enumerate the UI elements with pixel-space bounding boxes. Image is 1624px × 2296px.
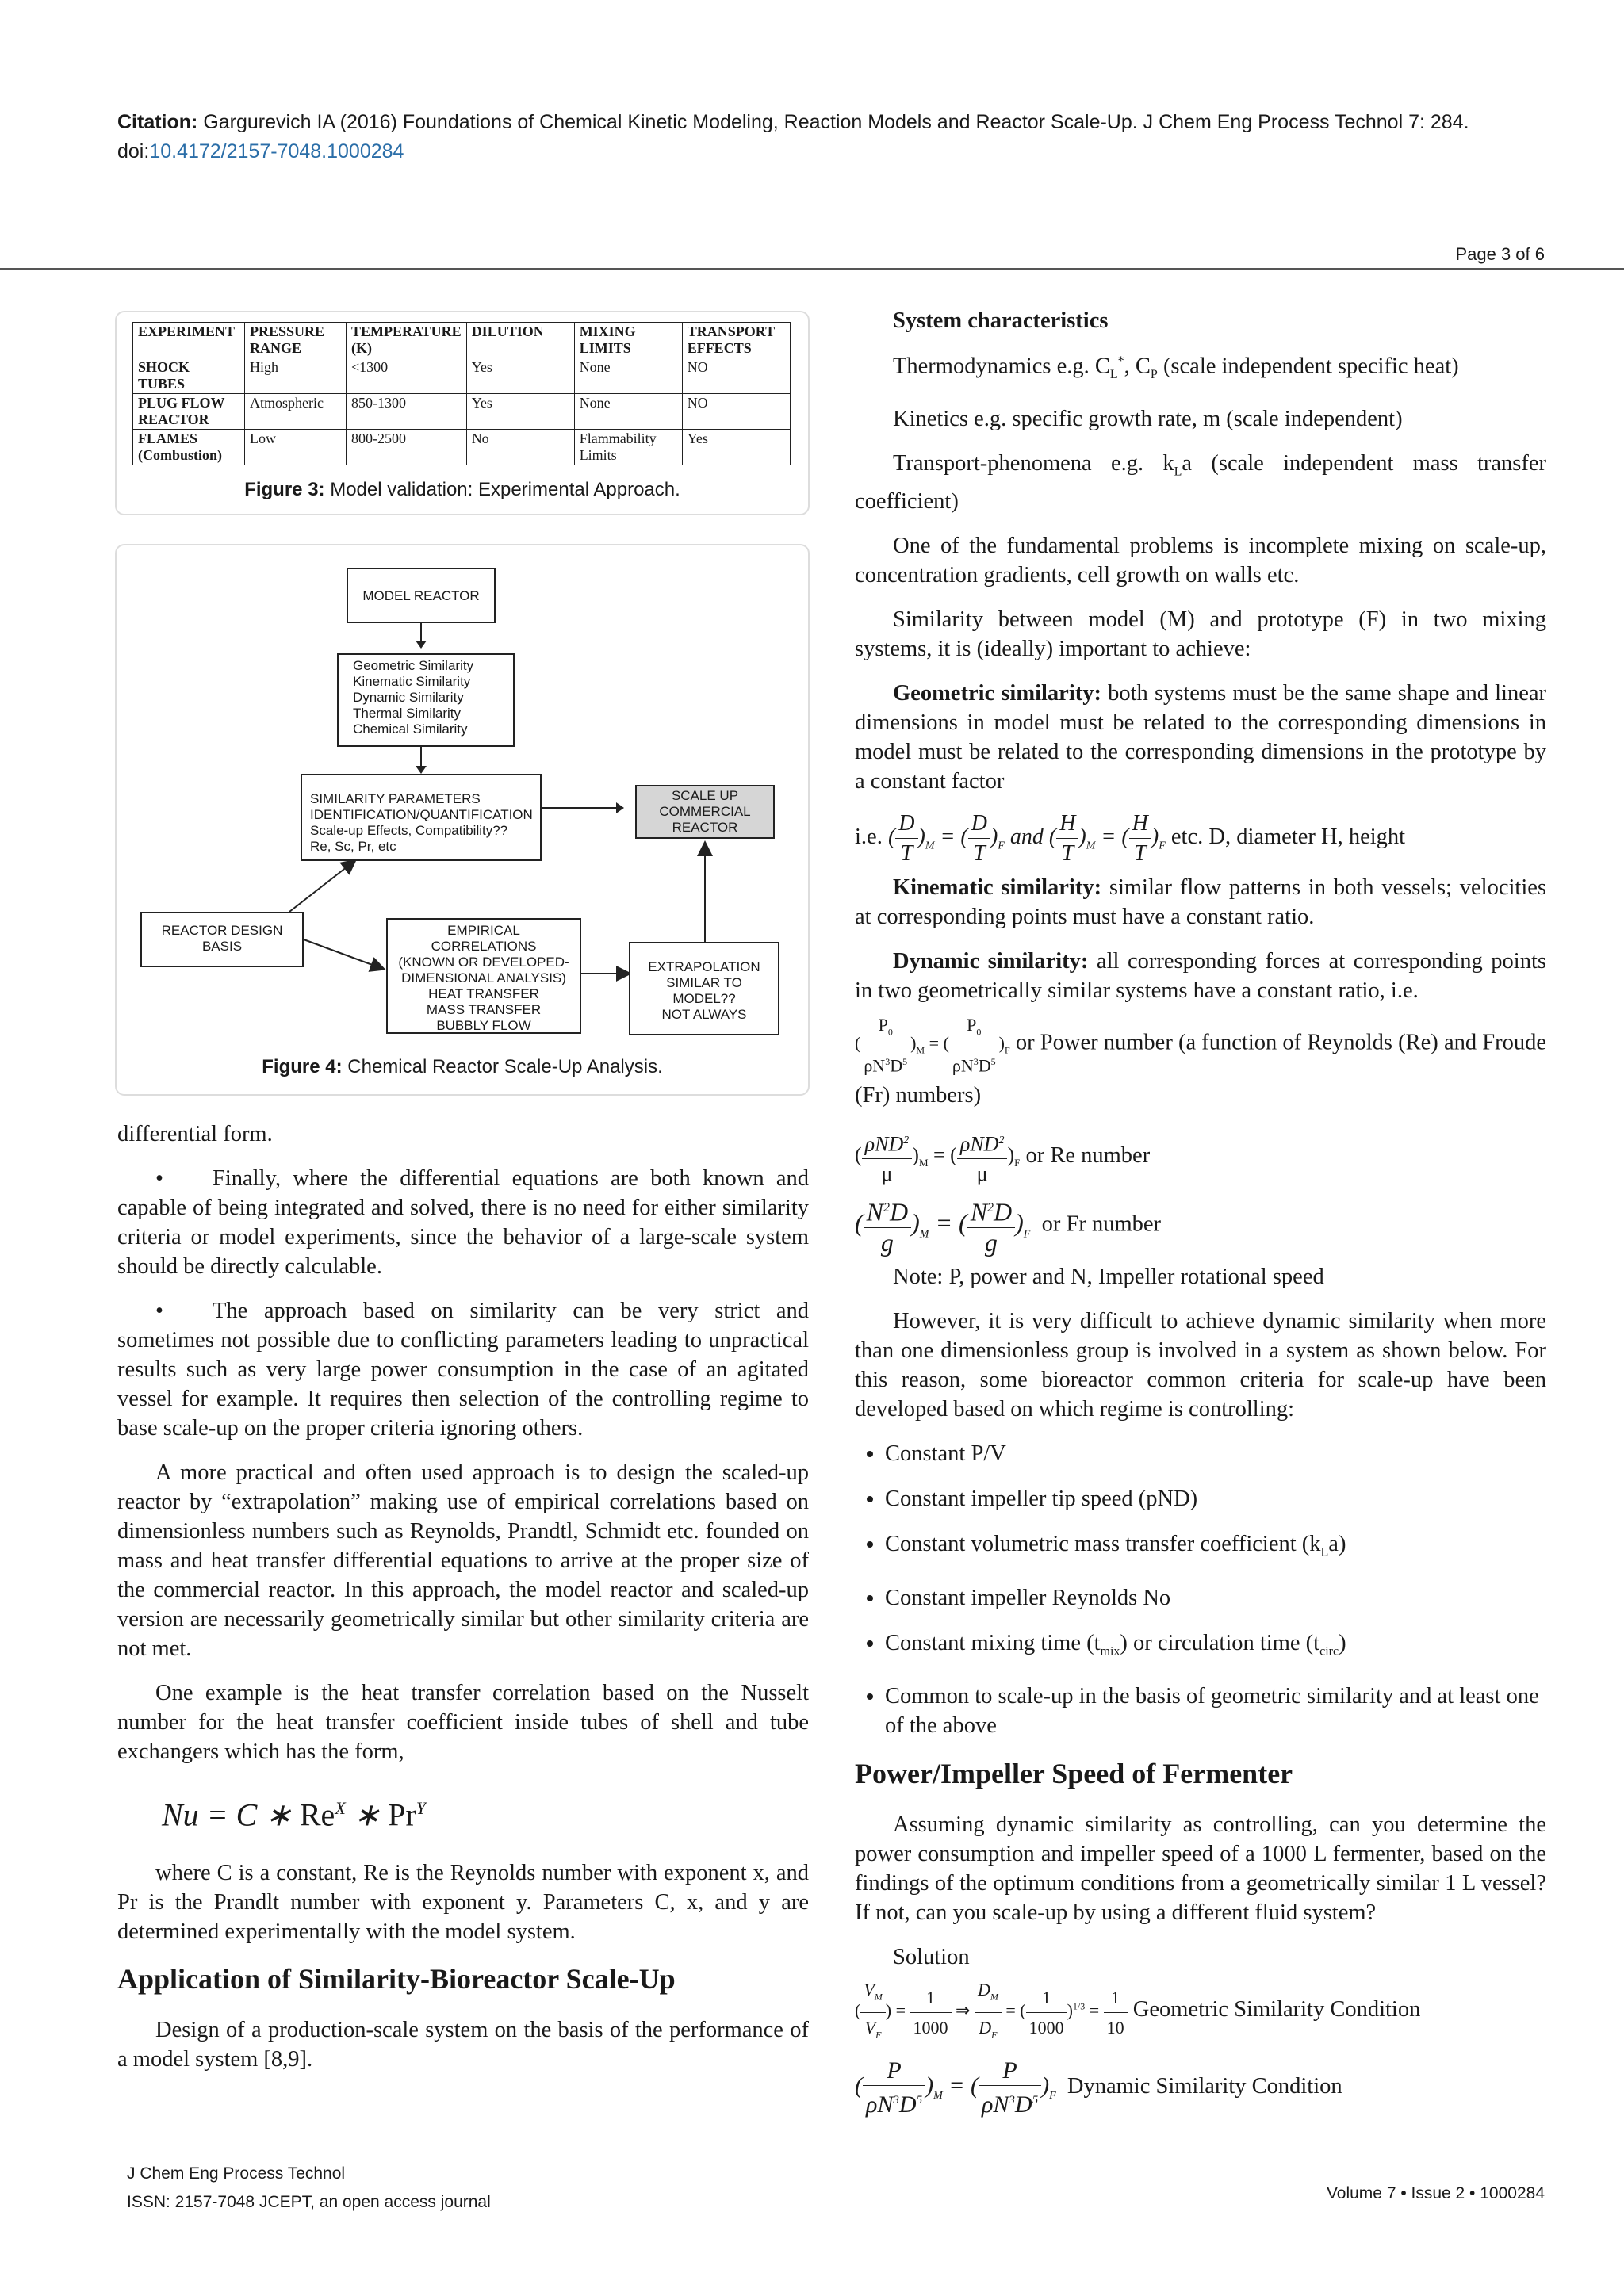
right-column [855, 306, 1546, 2134]
arrow-to-similarity [289, 861, 354, 912]
list-item: • Constant mixing time $(t_{mix})$ or circulation time $(t_{circ})$ [885, 1628, 1546, 1667]
box-label: SIMILARITY PARAMETERS [310, 791, 481, 806]
table-cell: <1300 [347, 358, 467, 394]
paragraph-thermodynamics: Thermodynamics e.g. $C_L^*$, $C_P$ (scale independent specific heat) [893, 354, 1459, 382]
paragraph: Assuming dynamic similarity as controlling, can you determine the power consumption and impeller speed of a 1000 L fermenter, based on the findings of the optimum conditions from a geometrically similar 1 L vessel? If not, can you scale-up by using a different fluid system? [855, 1812, 1546, 1926]
list-item: • Common to scale-up in the basis of geometric similarity and at least one of the above [885, 1682, 1546, 1740]
paragraph: where C is a constant, Re is the Reynolds number with exponent x, and Pr is the Prandlt number with exponent y. Parameters C, x, and y are determined experimentally with the model system. [117, 1861, 809, 1945]
text: (scale independent specific heat) [1157, 354, 1459, 379]
paragraph-kinematic [855, 873, 1546, 932]
box-label: HEAT TRANSFER [428, 986, 539, 1001]
subheading-system-characteristics: System characteristics [893, 308, 1109, 333]
box-label: SCALE UP [671, 788, 739, 803]
term-label: Geometric similarity: [893, 680, 1101, 706]
citation-label: Citation: [117, 111, 198, 133]
box-label: IDENTIFICATION/QUANTIFICATION [310, 807, 533, 822]
table-row [133, 358, 791, 394]
figure-4-caption-text: Chemical Reactor Scale-Up Analysis. [342, 1056, 663, 1077]
box-label: EXTRAPOLATION [648, 959, 760, 974]
bullet-dot-icon: • [155, 1166, 163, 1191]
box-label: Re, Sc, Pr, etc [310, 839, 396, 854]
box-label: BASIS [201, 939, 243, 954]
table-cell: NO [682, 358, 790, 394]
text: or Fr number [1041, 1211, 1161, 1237]
term-label: Dynamic similarity: [893, 948, 1089, 974]
text: or Re number [1025, 1142, 1151, 1168]
figure-4-caption [117, 1056, 808, 1078]
box-label: (KNOWN OR DEVELOPED- [398, 955, 569, 970]
text: all corresponding forces at corresponding points in two geometrically similar systems have a constant ratio, i.e. [855, 948, 1546, 1003]
paragraph: Kinetics e.g. specific growth rate, m (scale independent) [893, 407, 1403, 432]
paragraph: Design of a production-scale system on the basis of the performance of a model system [8,9]. [117, 2018, 809, 2072]
box-label: MASS TRANSFER [426, 1002, 542, 1017]
figure-3-caption-text: Model validation: Experimental Approach. [324, 479, 680, 500]
text: similar flow patterns in both vessels; velocities at corresponding points must have a constant ratio. [855, 874, 1546, 929]
term-label: Kinematic similarity: [893, 874, 1102, 900]
figure-4-caption-label: Figure 4: [262, 1056, 343, 1077]
box-label: Dynamic Similarity [353, 690, 464, 705]
footer-journal: J Chem Eng Process Technol [127, 2164, 346, 2183]
bullet-text: The approach based on similarity can be very strict and sometimes not possible due to conflicting parameters leading to unpractical results such as very large power consumption in the case of an agitated vessel for example. It requires then selection of the controlling regime to base scale-up on the proper criteria ignoring others. [117, 1299, 809, 1441]
figure-3 [115, 311, 810, 515]
table-cell: No [466, 430, 574, 465]
bullet-paragraph [117, 1296, 809, 1443]
box-label: MODEL?? [672, 991, 736, 1006]
list-item: • Constant impeller tip speed (pND) [885, 1484, 1546, 1513]
table-cell: Low [245, 430, 347, 465]
power-number-equation: ( $\frac{P_0}{\rho N^3D^5}$ )$_M$ = ( $\frac{P_0}{\rho N^3D^5}$ )$_F$ or Power number (a function of Reynolds (Re) and Froude (Fr) numbers) [855, 1010, 1546, 1110]
experiment-table [132, 322, 791, 465]
table-cell: Yes [466, 394, 574, 430]
table-cell: Flammability Limits [574, 430, 682, 465]
table-cell: 800-2500 [347, 430, 467, 465]
box-extrapolation [629, 942, 779, 1035]
paragraph: differential form. [117, 1122, 273, 1146]
table-header: TEMPERATURE (K) [347, 323, 467, 358]
paragraph: Similarity between model (M) and prototype (F) in two mixing systems, it is (ideally) important to achieve: [855, 607, 1546, 661]
box-label: Scale-up Effects, Compatibility?? [310, 823, 508, 838]
table-cell: High [245, 358, 347, 394]
list-item: • Constant volumetric mass transfer coefficient $(k_La)$ [885, 1529, 1546, 1567]
box-label: DIMENSIONAL ANALYSIS) [401, 970, 566, 985]
bullet-dot-icon: • [155, 1299, 163, 1323]
text: Thermodynamics e.g. C [893, 354, 1110, 379]
table-cell: PLUG FLOW REACTOR [133, 394, 245, 430]
paragraph: However, it is very difficult to achieve dynamic similarity when more than one dimensionless group is involved in a system as shown below. For this reason, some bioreactor common criteria for scale-up have been developed based on which regime is controlling: [855, 1308, 1546, 1422]
text: or Power number (a function of Reynolds (Re) and Froude (Fr) numbers) [855, 1030, 1547, 1108]
text: both systems must be the same shape and linear dimensions in model must be related to the corresponding dimensions in model must be related to the corresponding dimensions in the prototype by a constant factor [855, 680, 1546, 794]
section-heading: Application of Similarity-Bioreactor Scale-Up [117, 1963, 676, 1996]
text: Transport-phenomena e.g. k [893, 451, 1174, 476]
box-label: REACTOR [672, 820, 738, 835]
box-label-not-always: NOT ALWAYS [661, 1007, 747, 1022]
box-label: Chemical Similarity [353, 721, 468, 737]
text: Constant mixing time (t [885, 1630, 1101, 1655]
text: etc. D, diameter H, height [1170, 824, 1406, 849]
table-header: PRESSURE RANGE [245, 323, 347, 358]
box-empirical-correlations [386, 918, 581, 1034]
box-label: CORRELATIONS [431, 939, 537, 954]
box-label: Thermal Similarity [353, 706, 462, 721]
geometric-condition-equation: ( $\frac{V_M}{V_F}$ ) = $\frac{1}{1000}$ ⇒ $\frac{D_M}{D_F}$ = ( $\frac{1}{1000}$ )$^{1/3}$ = $\frac{1}{10}$ Geometric Similarity Condition [855, 1975, 1546, 2049]
list-item: • Constant impeller Reynolds No [885, 1583, 1546, 1613]
citation [117, 108, 1561, 166]
table-cell: None [574, 394, 682, 430]
table-cell: None [574, 358, 682, 394]
froude-equation: ( $\frac{N^2D}{g}$ )$_M$ = ( $\frac{N^2D}{g}$ )$_F$ or Fr number [855, 1193, 1546, 1257]
geometric-equation: i.e. ( $\frac{D}{T}$ )$_M$ = ( $\frac{D}{T}$ )$_F$ and ( $\frac{H}{T}$ )$_M$ = ( $\frac{H}{T}$ )$_F$ etc. D, diameter H, height [855, 809, 1546, 868]
citation-text: Gargurevich IA (2016) Foundations of Chemical Kinetic Modeling, Reaction Models and Reactor Scale-Up. J Chem Eng Process Technol 7: 284. doi: [117, 111, 1469, 163]
footer-issn: ISSN: 2157-7048 JCEPT, an open access journal [127, 2193, 491, 2211]
bullet-paragraph [117, 1164, 809, 1281]
box-label: BUBBLY FLOW [436, 1018, 531, 1033]
paragraph-dynamic [855, 947, 1546, 1005]
box-label: MODEL REACTOR [362, 588, 480, 603]
box-label: COMMERCIAL [659, 804, 751, 819]
table-header: TRANSPORT EFFECTS [682, 323, 790, 358]
table-cell: SHOCK TUBES [133, 358, 245, 394]
nusselt-equation: Nu = C ∗ $Re^X$ ∗ $Pr^Y$ [162, 1797, 427, 1833]
page-number: Page 3 of 6 [1455, 244, 1545, 264]
reynolds-equation: ( $\frac{\rho ND^2}{\mu}$ )$_M$ = ( $\frac{\rho ND^2}{\mu}$ )$_F$ or Re number [855, 1126, 1546, 1189]
text: Dynamic Similarity Condition [1067, 2073, 1342, 2099]
citation-doi-link[interactable]: 10.4172/2157-7048.1000284 [149, 140, 404, 163]
paragraph: A more practical and often used approach is to design the scaled-up reactor by “extrapolation” making use of empirical correlations based on dimensionless numbers such as Reynolds, Prandtl, Schmidt etc. founded on mass and heat transfer differential equations to arrive at the proper size of the commercial reactor. In this approach, the model reactor and scaled-up version are necessarily geometrically similar but other similarity criteria are not met. [117, 1460, 809, 1661]
table-cell: 850-1300 [347, 394, 467, 430]
header-divider [0, 268, 1624, 270]
box-label: Geometric Similarity [353, 658, 474, 673]
box-label: EMPIRICAL [447, 923, 520, 938]
table-cell: FLAMES (Combustion) [133, 430, 245, 465]
table-cell: Yes [682, 430, 790, 465]
paragraph: One example is the heat transfer correlation based on the Nusselt number for the heat transfer coefficient inside tubes of shell and tube exchangers which has the form, [117, 1681, 809, 1764]
text: a (scale independent mass transfer coefficient) [855, 451, 1546, 514]
box-label: Kinematic Similarity [353, 674, 471, 689]
table-header: MIXING LIMITS [574, 323, 682, 358]
list-item: • Constant P/V [885, 1439, 1546, 1468]
figure-4 [115, 544, 810, 1096]
arrow-to-empirical [304, 939, 383, 969]
paragraph-geometric [855, 679, 1546, 796]
left-column [117, 1119, 809, 2089]
table-cell: Yes [466, 358, 574, 394]
text: Constant volumetric mass transfer coefficient (k [885, 1531, 1321, 1556]
dynamic-condition-equation: ( $\frac{P}{\rho N^3D^5}$ )$_M$ = ( $\frac{P}{\rho N^3D^5}$ )$_F$ Dynamic Similarity Condition [855, 2057, 1342, 2118]
solution-label: Solution [893, 1945, 970, 1970]
bullet-text: Finally, where the differential equations are both known and capable of being integrated and solved, there is no need for either similarity criteria or model experiments, since the behavior of a large-scale system should be directly calculable. [117, 1166, 809, 1279]
table-row [133, 430, 791, 465]
table-header-row [133, 323, 791, 358]
text: Geometric Similarity Condition [1132, 1997, 1421, 2022]
paragraph-transport: Transport-phenomena e.g. $k_La$ (scale independent mass transfer coefficient) [855, 451, 1546, 514]
box-label: SIMILAR TO [666, 975, 742, 990]
table-header: EXPERIMENT [133, 323, 245, 358]
table-cell: Atmospheric [245, 394, 347, 430]
table-cell: NO [682, 394, 790, 430]
box-label: REACTOR DESIGN [161, 923, 283, 938]
footer-volume: Volume 7 • Issue 2 • 1000284 [1326, 2184, 1545, 2202]
paragraph: Note: P, power and N, Impeller rotational speed [893, 1264, 1324, 1289]
table-row [133, 394, 791, 430]
figure-3-caption [117, 479, 808, 501]
figure-3-caption-label: Figure 3: [244, 479, 325, 500]
criteria-list [855, 1439, 1546, 1740]
paragraph: One of the fundamental problems is incomplete mixing on scale-up, concentration gradients, cell growth on walls etc. [855, 533, 1546, 587]
table-header: DILUTION [466, 323, 574, 358]
section-heading: Power/Impeller Speed of Fermenter [855, 1758, 1293, 1790]
